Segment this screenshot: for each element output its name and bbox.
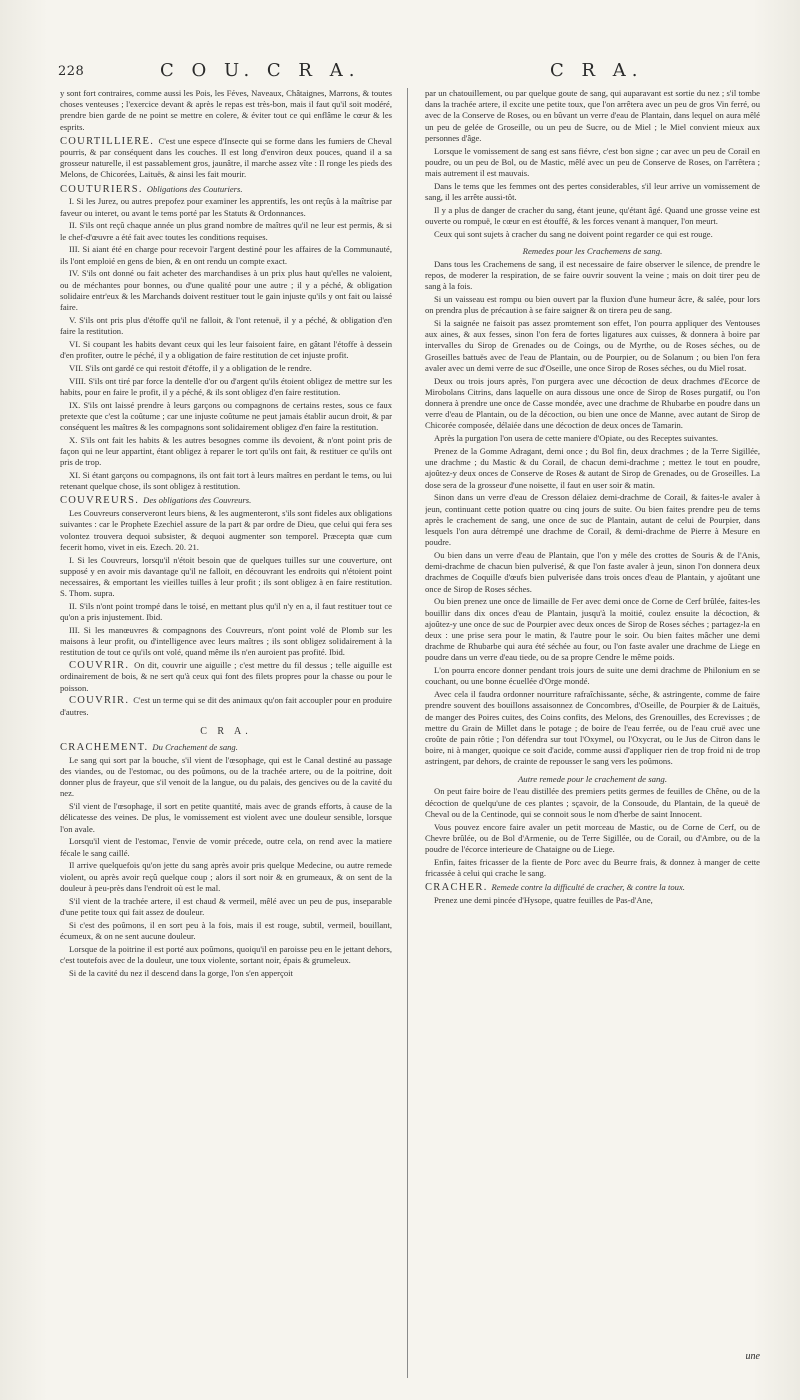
subheading: Autre remede pour le crachement de sang. — [517, 773, 668, 784]
paragraph-text: Prenez de la Gomme Adragant, demi once ; du Bol fin, deux drachmes ; de la Terre Sigillée, une drachme ; du Mastic & du Corail, de chacun demi-drachme ; mettez le tout en poudre, ajoûtez-y deux onces de Conserve de Roses & autant de Sirop de Grenades, ou de Groseilles. La dose sera de la grosseur d'une noisette, il faut en user soir & matin. — [425, 446, 760, 490]
paragraph-text: Dans tous les Crachemens de sang, il est necessaire de faire observer le silence, de prendre le repos, de moderer la respiration, de se faire ouvrir souvent la veine ; mais on doit tirer peu de sang à la fois. — [425, 258, 760, 292]
paragraph — [425, 318, 760, 374]
entry-title: COURTILLIERE. — [60, 135, 159, 147]
paragraph-text: Lorsqu'il vient de l'estomac, l'envie de vomir précede, outre cela, on rend avec la matiere fécale le sang caillé. — [60, 836, 392, 858]
entry-subtitle: Du Crachement de sang. — [152, 742, 238, 753]
paragraph — [425, 446, 760, 491]
entry-heading — [60, 742, 392, 753]
paragraph — [60, 470, 392, 492]
paragraph — [425, 492, 760, 548]
paragraph — [425, 822, 760, 856]
paragraph-text: Il y a plus de danger de cracher du sang, étant jeune, qu'étant âgé. Quand une grosse veine est ouverte ou rompuë, le cœur en est étouffé, & les forces venant à manquer, l'on meurt. — [425, 204, 760, 227]
paragraph — [60, 508, 392, 553]
paragraph — [60, 660, 392, 694]
right-column — [425, 88, 760, 1378]
paragraph — [425, 181, 760, 203]
paragraph-text: III. Si les manœuvres & compagnons des Couvreurs, n'ont point volé de Plomb sur les maisons à leur profit, ou d'intelligence avec leurs maîtres ; ils sont obligez solidairement à la restitution de tout ce qu'ils ont volé, quand même ils n'en auroient pas profité. Ibid. — [60, 625, 392, 658]
paragraph-text: Deux ou trois jours après, l'on purgera avec une décoction de deux drachmes d'Ecorce de Mirobolans Citrins, dans laquelle on aura dissous une once de Sirop de Roses purgatif, ou l'on donnera à prendre une once de Casse mondée, avec une drachme de Rhubarbe en poudre dans un verre d'eau de Plantain, ou de la décoction, ou bien une once de Manne, avec autant de Sirop de Chicorée composée, délaiée dans une décoction de deux onces de Tamarin. — [425, 375, 760, 431]
paragraph-text: par un chatouillement, ou par quelque goute de sang, qui auparavant est sortie du nez ; s'il tombe dans la trachée artere, il excite une petite toux, que l'on arrêtera avec un peu de gros Vin ferré, ou avec de la Conserve de Roses, ou en bûvant un verre d'eau de Plantain, dans lequel on aura mêlé un peu de gelée de Groseille, ou un peu de Sucre, ou de Miel ; le Miel convient mieux aux personnes d'âge. — [425, 88, 760, 143]
paragraph — [60, 244, 392, 266]
paragraph — [60, 363, 392, 374]
column-divider — [407, 88, 408, 1378]
paragraph-text: VIII. S'ils ont tiré par force la dentelle d'or ou d'argent qu'ils étoient obligez de mettre sur les habits, pour en faire le profit, il y a péché, & ils sont obligez d'en faire restitution. — [60, 375, 392, 397]
page-number: 228 — [58, 64, 85, 79]
paragraph-text: Sinon dans un verre d'eau de Cresson délaiez demi-drachme de Corail, & faites-le avaler à jeun, continuant cette potion quatre ou cinq jours de suite. Ou bien faites prendre peu de tems après le crachement de sang, une once de suc de Plantain, autant de celui de Pourpier, dans lesquels l'on aura détrempé une drachme de Corail, & demi-drachme de Pierre à Mesure en poudre. — [425, 492, 760, 548]
paragraph-text: Ceux qui sont sujets à cracher du sang ne doivent point regarder ce qui est rouge. — [434, 228, 713, 239]
paragraph-text: IX. S'ils ont laissé prendre à leurs garçons ou compagnons de certains restes, sous ce faux pretexte que c'est la coûtume ; car une injuste coûtume ne peut jamais établir aucun droit, & par conséquent les maîtres & les compagnons sont solidairement obligez d'en faire la restitution. — [60, 399, 392, 433]
paragraph-text: I. Si les Jurez, ou autres prepofez pour examiner les apprentifs, les ont reçûs à la maîtrise par faveur ou interet, ou avant le tems porté par les Statuts & Ordonnances. — [60, 196, 392, 218]
paragraph-text: X. S'ils ont fait les habits & les autres besognes comme ils devoient, & n'ont point pris de façon qui ne leur appartint, étant obligez à reparer le tort qu'ils ont fait, & restituer ce qu'ils ont pris de trop. — [60, 434, 392, 468]
paragraph — [60, 801, 392, 835]
paragraph — [60, 435, 392, 469]
paragraph — [425, 146, 760, 180]
entry-title: COUVRIR. — [69, 660, 135, 672]
paragraph — [60, 196, 392, 218]
paragraph — [60, 968, 392, 979]
paragraph-text: Lorsque de la poitrine il est porté aux poûmons, quoiqu'il en paroisse peu en le jettant dehors, c'est toutefois avec de la douleur, une toux violente, sortant noir, épais & grumeleux. — [60, 943, 392, 965]
paragraph-text: Enfin, faites fricasser de la fiente de Porc avec du Beurre frais, & donnez à manger de cette fricassée à celui qui crache le sang. — [425, 856, 760, 879]
subheading: Remedes pour les Crachemens de sang. — [522, 246, 663, 257]
paragraph — [425, 786, 760, 820]
entry-title: CRACHER. — [425, 882, 492, 894]
paragraph — [60, 860, 392, 894]
entry-title: COUTURIERS. — [60, 183, 147, 195]
paragraph-text: Prenez une demi pincée d'Hysope, quatre feuilles de Pas-d'Ane, — [434, 895, 653, 906]
paragraph — [425, 689, 760, 767]
paragraph-text: On dit, couvrir une aiguille ; c'est mettre du fil dessus ; telle aiguille est ordinairement de bois, & ne sert qu'à ceux qui font des filets propres pour la chasse ou pour le poisson. — [60, 660, 392, 693]
catchword: une — [745, 1351, 760, 1362]
entry-subtitle: Des obligations des Couvreurs. — [143, 495, 252, 506]
entry-heading — [60, 136, 392, 181]
paragraph-text: Les Couvreurs conserveront leurs biens, & les augmenteront, s'ils sont fideles aux obligations suivantes : car le Prophete Ezechiel assure de la part & par ordre de Dieu, que celui qui fera ses volontez trouvera dequoi subsister, & dequoi augmenter son temporel. Præcepta quæ cum fecerit homo, vivet in eis. Ezech. 20. 21. — [60, 508, 392, 552]
paragraph-text: C'est un terme qui se dit des animaux qu'on fait accoupler pour en produire d'autres. — [60, 695, 392, 717]
entry-heading — [425, 882, 760, 893]
entry-title: COUVREURS. — [60, 495, 144, 507]
section-heading: C R A. — [200, 725, 252, 737]
paragraph — [60, 88, 392, 133]
paragraph-text: VI. Si coupant les habits devant ceux qui les leur faisoient faire, en gâtant l'étoffe à dessein d'en profiter, outre le péché, il y a obligation de faire restitution de cet injuste profit. — [60, 338, 392, 361]
paragraph-text: Ou bien dans un verre d'eau de Plantain, que l'on y méle des crottes de Souris & de l'Anis, demi-drachme de chacun bien pulverisé, & que l'on faste avaler à jeun, sinon l'on donnera deux drachmes de Coquille d'œufs bien pulverisée dans trois onces d'eau de Plantain, y ajoûtant une once de Sirop de Roses séches. — [425, 550, 760, 594]
entry-heading — [60, 495, 392, 506]
paragraph-text: Si un vaisseau est rompu ou bien ouvert par la fluxion d'une humeur âcre, & salée, pour lors on prendra plus de précaution à se faire saigner & on tirera peu de sang. — [425, 294, 760, 316]
paragraph — [425, 895, 760, 906]
paragraph — [425, 550, 760, 595]
entry-title: COUVRIR. — [69, 695, 134, 707]
paragraph-text: IV. S'ils ont donné ou fait acheter des marchandises à un prix plus haut qu'elles ne valoient, ou de méchantes pour bonnes, ou d'une qualité pour une autre ; il y a péché, & obligation solidaire entr'eux & les Marchands doivent restituer tout le gain injuste qu'ils y ont fait ou laissé faire. — [60, 268, 392, 313]
paragraph — [425, 294, 760, 316]
paragraph — [425, 376, 760, 432]
paragraph-text: Si de la cavité du nez il descend dans la gorge, l'on s'en apperçoit — [69, 967, 293, 978]
paragraph — [425, 433, 760, 444]
paragraph-text: II. S'ils ont reçû chaque année un plus grand nombre de maîtres qu'il ne leur est permis, & si le chef-d'œuvre a été fait avec toutes les conditions requises. — [60, 220, 392, 242]
paragraph-text: XI. Si étant garçons ou compagnons, ils ont fait tort à leurs maîtres en perdant le tems, ou lui retenant quelque chose, ils sont obligez à restitution. — [60, 470, 392, 492]
paragraph — [425, 88, 760, 144]
paragraph-text: Le sang qui sort par la bouche, s'il vient de l'œsophage, qui est le Canal destiné au passage des viandes, ou de l'estomac, ou des poûmons, ou de la trachée artere, ou de la poitrine, doit donner plus de frayeur, que s'il venoit de la langue, ou du palais, des gencives ou de la cavité du nez. — [60, 754, 392, 799]
paragraph — [60, 220, 392, 242]
paragraph — [425, 229, 760, 240]
paragraph — [425, 596, 760, 663]
paragraph-text: S'il vient de l'œsophage, il sort en petite quantité, mais avec de grands efforts, à cause de la délicatesse des veines. De plus, le vomissement est violent avec une douleur sensible, lorsque l'on avale. — [60, 801, 392, 834]
paragraph — [60, 400, 392, 434]
paragraph-text: Ou bien prenez une once de limaille de Fer avec demi once de Corne de Cerf brûlée, faites-les bouillir dans dix onces d'eau de Plantain, jusqu'à la moitié, coulez ensuite la décoction, & ajoûtez-y une once de suc de Pourpier avec deux onces de Sirop de Roses séches ; partagez-la en deux : une prise sera pour le matin, & l'autre pour le soir. Ou bien faites mâcher une demi drachme de Rhubarbe qui aura été séchée au four, ou l'on faste avaler une drachme de Liege en poudre dans un verre d'eau tiede, ou de sa propre Cendre le même poids. — [425, 596, 760, 663]
entry-heading — [60, 184, 392, 195]
paragraph-text: On peut faire boire de l'eau distillée des premiers petits germes de feuilles de Chêne, ou de la décoction de quelqu'une de ces plantes ; sçavoir, de la Consoude, du Plantain, de la queuë de Cheval ou de la Centinode, qui se connoit sous le nom d'herbe de saint Innocent. — [425, 786, 760, 819]
paragraph-text: S'il vient de la trachée artere, il est chaud & vermeil, mêlé avec un peu de pus, inseparable d'une petite toux qui fait assez de douleur. — [60, 895, 392, 917]
left-column — [60, 88, 392, 1378]
paragraph — [60, 376, 392, 398]
running-head-left: C O U. C R A. — [160, 60, 361, 81]
paragraph — [60, 268, 392, 313]
paragraph — [425, 857, 760, 879]
paragraph — [60, 601, 392, 623]
paragraph-text: Si c'est des poûmons, il en sort peu à la fois, mais il est rouge, subtil, vermeil, bouillant, écumeux, & on ne sent aucune douleur. — [60, 919, 392, 941]
page-header — [50, 60, 770, 84]
paragraph-text: Avec cela il faudra ordonner nourriture rafraîchissante, séche, & astringente, comme de faire prendre souvent des bouillons assaisonnez de Concombres, d'Oseille, de Pourpier & de Laituës, de manger des Poires cuites, des Coins confits, des Melons, des Grenouilles, des Ecrevisses ; de mettre du Grain de Millet dans le potage ; de boire de l'eau ferrée, ou de l'eau cruë avec une croûte de pain rôtie ; l'on défendra sur tout l'Oxymel, ou l'Oxycrat, ou le Jus de Citron dans le boire, ni à manger, quoique ce soit d'acide, comme aussi d'appliquer rien de trop froid ni de trop astringent, par dehors, de crainte de repousser le sang vers les poûmons. — [425, 689, 760, 767]
paragraph — [60, 695, 392, 717]
paragraph-text: Il arrive quelquefois qu'on jette du sang après avoir pris quelque Medecine, ou autre remede violent, ou après avoir reçû quelque coup ; alors il sort noir & en grumeaux, & on sent de la douleur à peu-près dans l'endroit où est le mal. — [60, 860, 392, 893]
paragraph — [60, 555, 392, 600]
paragraph — [60, 315, 392, 337]
paragraph — [60, 920, 392, 942]
entry-subtitle: Remede contre la difficulté de cracher, & contre la toux. — [491, 882, 685, 893]
entry-subtitle: Obligations des Couturiers. — [146, 183, 243, 194]
paragraph — [425, 665, 760, 687]
paragraph-text: I. Si les Couvreurs, lorsqu'il n'étoit besoin que de quelques tuilles sur une couverture, ont supposé y en avoir mis davantage qu'il ne falloit, en découvrant les endroits qui n'étoient point necessaires, & emportant les vieilles tuilles à leur profit ; ils sont obligez à en faire restitution. S. Thom. supra. — [60, 554, 392, 599]
entry-title: CRACHEMENT. — [60, 742, 153, 754]
paragraph-text: Dans le tems que les femmes ont des pertes considerables, s'il leur arrive un vomissement de sang, il les arrête aussi-tôt. — [425, 180, 760, 203]
paragraph — [60, 339, 392, 361]
paragraph-text: y sont fort contraires, comme aussi les Pois, les Féves, Naveaux, Châtaignes, Marrons, & toutes choses venteuses ; l'exercice devant & après le repas est très-bon, mais il faut qu'il soit modéré, prendre bien garde de ne point se mettre en colere, & éviter tout ce qui enflâme le cœur & les esprits. — [60, 88, 392, 132]
paragraph-text: II. S'ils n'ont point trompé dans le toisé, en mettant plus qu'il n'y en a, il faut restituer tout ce qu'on a pris injustement. Ibid. — [60, 601, 392, 623]
paragraph — [425, 205, 760, 227]
paragraph — [425, 259, 760, 293]
paragraph — [60, 896, 392, 918]
paragraph-text: L'on pourra encore donner pendant trois jours de suite une demi drachme de Philonium en se couchant, ou une bonne écuellée d'Orge mondé. — [425, 665, 760, 687]
paragraph-text: III. Si aiant été en charge pour recevoir l'argent destiné pour les affaires de la Communauté, ils l'ont emploié en gens de bien, & en ont rendu un compte exact. — [60, 244, 392, 266]
paragraph-text: C'est une espece d'Insecte qui se forme dans les fumiers de Cheval pourris, & par conséquent dans les couches. Il est long d'environ deux pouces, quand il a sa grosseur naturelle, il est passablement gros, jaunâtre, il marche assez vîte : Il ronge les pieds des Melons, de Chicorées, Laituës, & ainsi les fait mourir. — [60, 135, 392, 180]
paragraph — [60, 836, 392, 858]
running-head-right: C R A. — [550, 60, 644, 81]
paragraph-text: V. S'ils ont pris plus d'étoffe qu'il ne falloit, & l'ont retenuë, il y a péché, & obligation d'en faire la restitution. — [60, 314, 392, 337]
paragraph-text: VII. S'ils ont gardé ce qui restoit d'étoffe, il y a obligation de le rendre. — [69, 362, 312, 373]
paragraph — [60, 944, 392, 966]
paragraph-text: Lorsque le vomissement de sang est sans fiévre, c'est bon signe ; car avec un peu de Corail en poudre, ou un peu de Bol, ou de Mastic, mêlé avec un peu de Conserve de Roses, on l'arrêtera ; mais autrement il est mauvais. — [425, 145, 760, 179]
paragraph — [60, 755, 392, 800]
paragraph-text: Vous pouvez encore faire avaler un petit morceau de Mastic, ou de Corne de Cerf, ou de Chevre brûlée, ou de Bol d'Armenie, ou de Terre Sigillée, ou de Corail, ou d'Ambre, ou de la poudre de l'écorce interieure de Chataigne ou de Liege. — [425, 821, 760, 855]
paragraph-text: Si la saignée ne faisoit pas assez promtement son effet, l'on pourra appliquer des Ventouses aux aines, & aux fesses, sinon l'on fera de fortes ligatures aux cuisses, & donnera à boire par intervalles du Sirop de Grenades ou de Coings, ou de Myrthe, ou de Roses séches, ou de Groseilles battuës avec de l'eau de Plantain, ou de Pourpier, ou de Solanum ; ou bien l'on fera avaler avec un demi verre de suc d'Oseille, une once Sirop de Roses séches, ou du Miel rosat. — [425, 318, 760, 373]
paragraph-text: Après la purgation l'on usera de cette maniere d'Opiate, ou des Receptes suivantes. — [434, 433, 719, 444]
paragraph — [60, 625, 392, 659]
